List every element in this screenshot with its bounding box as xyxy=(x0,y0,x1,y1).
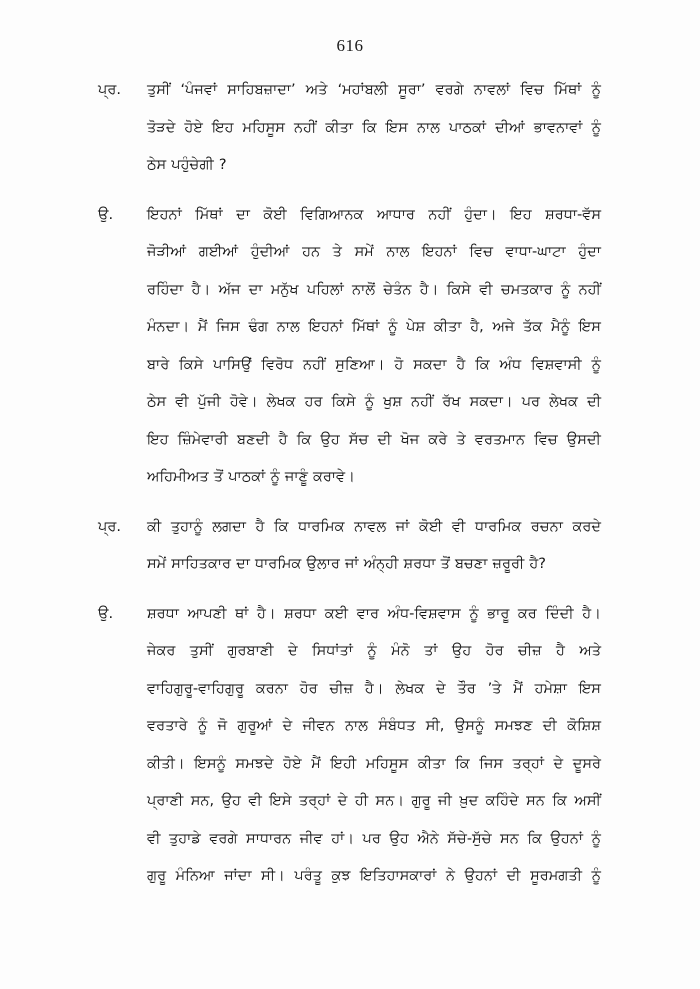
text-line: ਵਾਹਿਗੁਰੂ-ਵਾਹਿਗੁਰੂ ਕਰਨਾ ਹੋਰ ਚੀਜ਼ ਹੈ। ਲੇਖਕ ਦੇ ਤੌਰ ’ਤੇ ਮੈਂ ਹਮੇਸ਼ਾ ਇਸ xyxy=(147,680,601,697)
answer-marker: ਉ. xyxy=(98,206,114,223)
text-line: ਜੋੜੀਆਂ ਗਈਆਂ ਹੁੰਦੀਆਂ ਹਨ ਤੇ ਸਮੇਂ ਨਾਲ ਇਹਨਾਂ ਵਿਚ ਵਾਧਾ-ਘਾਟਾ ਹੁੰਦਾ xyxy=(147,244,601,260)
qa-block-answer-2 xyxy=(98,596,601,896)
qa-block-question-1 xyxy=(98,72,601,185)
text-line: ਬਾਰੇ ਕਿਸੇ ਪਾਸਿਉਂ ਵਿਰੋਧ ਨਹੀਂ ਸੁਣਿਆ। ਹੋ ਸਕਦਾ ਹੈ ਕਿ ਅੰਧ ਵਿਸ਼ਵਾਸੀ ਨੂੰ xyxy=(147,356,601,373)
answer-marker: ਉ. xyxy=(98,605,114,622)
text-line: ਇਹਨਾਂ ਮਿੱਥਾਂ ਦਾ ਕੋਈ ਵਿਗਿਆਨਕ ਆਧਾਰ ਨਹੀਂ ਹੁੰਦਾ। ਇਹ ਸ਼ਰਧਾ-ਵੱਸ xyxy=(147,206,601,223)
text-line: ਠੇਸ ਵੀ ਪੁੱਜੀ ਹੋਵੇ। ਲੇਖਕ ਹਰ ਕਿਸੇ ਨੂੰ ਖੁਸ਼ ਨਹੀਂ ਰੱਖ ਸਕਦਾ। ਪਰ ਲੇਖਕ ਦੀ xyxy=(147,394,601,410)
text-line: ਤੁਸੀਂ ‘ਪੰਜਵਾਂ ਸਾਹਿਬਜ਼ਾਦਾ’ ਅਤੇ ‘ਮਹਾਂਬਲੀ ਸੂਰਾ’ ਵਰਗੇ ਨਾਵਲਾਂ ਵਿਚ ਮਿੱਥਾਂ ਨੂੰ xyxy=(147,82,601,98)
page-number: 616 xyxy=(336,36,364,55)
qa-block-answer-1 xyxy=(98,197,601,497)
text-line: ਠੇਸ ਪਹੁੰਚੇਗੀ ? xyxy=(147,157,227,173)
text-line: ਕੀ ਤੁਹਾਨੂੰ ਲਗਦਾ ਹੈ ਕਿ ਧਾਰਮਿਕ ਨਾਵਲ ਜਾਂ ਕੋਈ ਵੀ ਧਾਰਮਿਕ ਰਚਨਾ ਕਰਦੇ xyxy=(147,518,601,535)
text-line: ਕੀਤੀ। ਇਸਨੂੰ ਸਮਝਦੇ ਹੋਏ ਮੈਂ ਇਹੀ ਮਹਿਸੂਸ ਕੀਤਾ ਕਿ ਜਿਸ ਤਰ੍ਹਾਂ ਦੇ ਦੂਸਰੇ xyxy=(147,755,601,772)
answer-1-text xyxy=(147,197,601,497)
text-line: ਰਹਿੰਦਾ ਹੈ। ਅੱਜ ਦਾ ਮਨੁੱਖ ਪਹਿਲਾਂ ਨਾਲੋਂ ਚੇਤੰਨ ਹੈ। ਕਿਸੇ ਵੀ ਚਮਤਕਾਰ ਨੂੰ ਨਹੀਂ xyxy=(147,281,601,298)
answer-2-text xyxy=(147,596,601,896)
qa-block-question-2 xyxy=(98,509,601,584)
text-line: ਅਹਿਮੀਅਤ ਤੋਂ ਪਾਠਕਾਂ ਨੂੰ ਜਾਣੂੰ ਕਰਾਵੇ। xyxy=(147,469,355,485)
question-1-text xyxy=(147,72,601,185)
question-marker: ਪ੍ਰ. xyxy=(98,82,121,98)
text-line: ਤੋੜਦੇ ਹੋਏ ਇਹ ਮਹਿਸੂਸ ਨਹੀਂ ਕੀਤਾ ਕਿ ਇਸ ਨਾਲ ਪਾਠਕਾਂ ਦੀਆਂ ਭਾਵਨਾਵਾਂ ਨੂੰ xyxy=(147,119,601,136)
text-line: ਮੰਨਦਾ। ਮੈਂ ਜਿਸ ਢੰਗ ਨਾਲ ਇਹਨਾਂ ਮਿੱਥਾਂ ਨੂੰ ਪੇਸ਼ ਕੀਤਾ ਹੈ, ਅਜੇ ਤੱਕ ਮੈਨੂੰ ਇਸ xyxy=(147,319,601,335)
question-marker: ਪ੍ਰ. xyxy=(98,518,121,535)
text-line: ਗੁਰੂ ਮੰਨਿਆ ਜਾਂਦਾ ਸੀ। ਪਰੰਤੂ ਕੁਝ ਇਤਿਹਾਸਕਾਰਾਂ ਨੇ ਉਹਨਾਂ ਦੀ ਸੂਰਮਗਤੀ ਨੂੰ xyxy=(147,868,601,884)
text-line: ਪ੍ਰਾਣੀ ਸਨ, ਉਹ ਵੀ ਇਸੇ ਤਰ੍ਹਾਂ ਦੇ ਹੀ ਸਨ। ਗੁਰੂ ਜੀ ਖ਼ੁਦ ਕਹਿੰਦੇ ਸਨ ਕਿ ਅਸੀਂ xyxy=(147,793,601,809)
text-line: ਜੇਕਰ ਤੁਸੀਂ ਗੁਰਬਾਣੀ ਦੇ ਸਿਧਾਂਤਾਂ ਨੂੰ ਮੰਨੋ ਤਾਂ ਉਹ ਹੋਰ ਚੀਜ਼ ਹੈ ਅਤੇ xyxy=(147,643,601,659)
text-line: ਸ਼ਰਧਾ ਆਪਣੀ ਥਾਂ ਹੈ। ਸ਼ਰਧਾ ਕਈ ਵਾਰ ਅੰਧ-ਵਿਸ਼ਵਾਸ ਨੂੰ ਭਾਰੂ ਕਰ ਦਿੰਦੀ ਹੈ। xyxy=(147,605,601,622)
text-line: ਵਰਤਾਰੇ ਨੂੰ ਜੋ ਗੁਰੂਆਂ ਦੇ ਜੀਵਨ ਨਾਲ ਸੰਬੰਧਤ ਸੀ, ਉਸਨੂੰ ਸਮਝਣ ਦੀ ਕੋਸ਼ਿਸ਼ xyxy=(147,718,601,734)
text-line: ਸਮੇਂ ਸਾਹਿਤਕਾਰ ਦਾ ਧਾਰਮਿਕ ਉਲਾਰ ਜਾਂ ਅੰਨ੍ਹੀ ਸ਼ਰਧਾ ਤੋਂ ਬਚਣਾ ਜ਼ਰੂਰੀ ਹੈ? xyxy=(147,556,547,572)
page-content xyxy=(98,72,601,896)
question-2-text xyxy=(147,509,601,584)
text-line: ਵੀ ਤੁਹਾਡੇ ਵਰਗੇ ਸਾਧਾਰਨ ਜੀਵ ਹਾਂ। ਪਰ ਉਹ ਐਨੇ ਸੱਚੇ-ਸੁੱਚੇ ਸਨ ਕਿ ਉਹਨਾਂ ਨੂੰ xyxy=(147,830,601,847)
text-line: ਇਹ ਜ਼ਿੰਮੇਵਾਰੀ ਬਣਦੀ ਹੈ ਕਿ ਉਹ ਸੱਚ ਦੀ ਖੋਜ ਕਰੇ ਤੇ ਵਰਤਮਾਨ ਵਿਚ ਉਸਦੀ xyxy=(147,431,601,448)
